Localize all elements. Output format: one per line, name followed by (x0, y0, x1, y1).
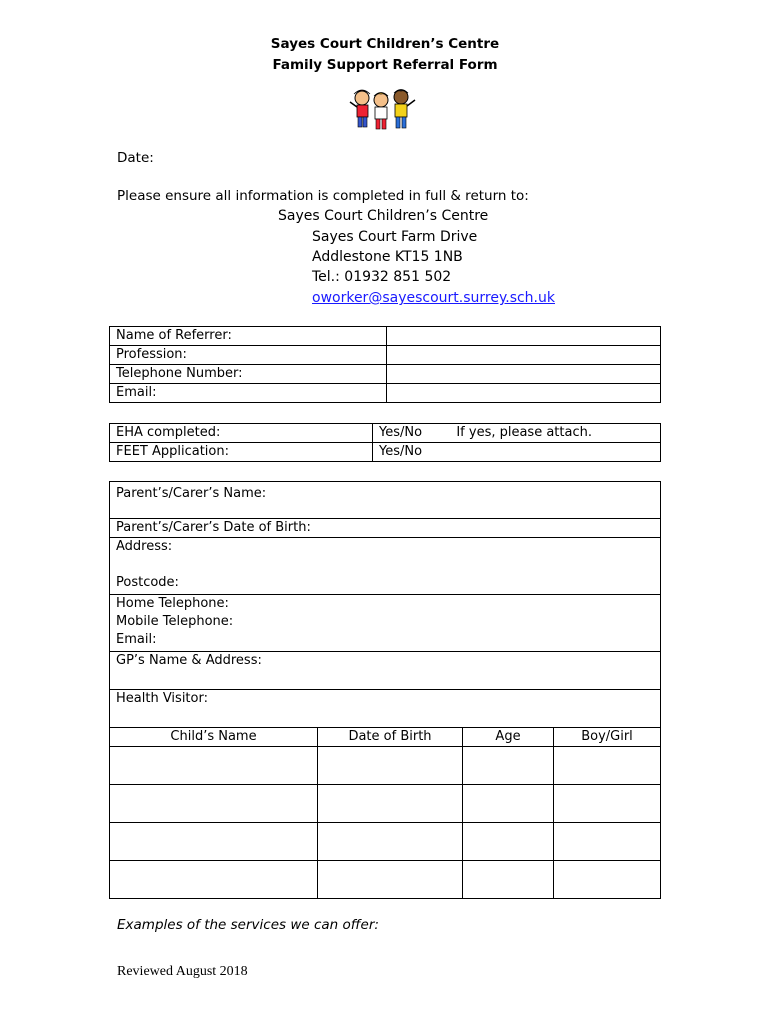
child-gender-header: Boy/Girl (554, 728, 661, 747)
referrer-email-field[interactable] (387, 384, 661, 403)
address-line1: Sayes Court Children’s Centre (278, 208, 489, 224)
child-dob-cell[interactable] (318, 747, 463, 785)
feet-value[interactable]: Yes/No (373, 443, 661, 462)
parent-name-label[interactable]: Parent’s/Carer’s Name: (110, 482, 661, 519)
family-email-label: Email: (116, 632, 157, 647)
eha-note: If yes, please attach. (456, 425, 592, 440)
child-gender-cell[interactable] (554, 823, 661, 861)
date-label: Date: (117, 150, 154, 166)
address-cell[interactable] (110, 538, 661, 595)
child-name-header: Child’s Name (110, 728, 318, 747)
gp-label[interactable]: GP’s Name & Address: (110, 652, 661, 690)
family-table (109, 481, 661, 899)
health-visitor-label[interactable]: Health Visitor: (110, 690, 661, 728)
child-age-cell[interactable] (463, 861, 554, 899)
children-logo (348, 86, 418, 134)
referrer-name-label: Name of Referrer: (110, 327, 387, 346)
referrer-profession-field[interactable] (387, 346, 661, 365)
referrer-name-field[interactable] (387, 327, 661, 346)
eha-value: Yes/No (379, 425, 423, 440)
parent-dob-label[interactable]: Parent’s/Carer’s Date of Birth: (110, 519, 661, 538)
address-phone: Tel.: 01932 851 502 (312, 269, 452, 285)
child-gender-cell[interactable] (554, 747, 661, 785)
contact-cell[interactable] (110, 595, 661, 652)
home-telephone-label: Home Telephone: (116, 596, 229, 611)
address-label: Address: (116, 539, 173, 554)
child-dob-header: Date of Birth (318, 728, 463, 747)
child-name-cell[interactable] (110, 861, 318, 899)
child-dob-cell[interactable] (318, 861, 463, 899)
child-gender-cell[interactable] (554, 861, 661, 899)
child-dob-cell[interactable] (318, 823, 463, 861)
referrer-email-label: Email: (110, 384, 387, 403)
postcode-label: Postcode: (116, 575, 179, 590)
footer-reviewed: Reviewed August 2018 (117, 964, 248, 979)
eha-value-cell[interactable] (373, 424, 661, 443)
referrer-telephone-label: Telephone Number: (110, 365, 387, 384)
child-name-cell[interactable] (110, 785, 318, 823)
referrer-profession-label: Profession: (110, 346, 387, 365)
child-dob-cell[interactable] (318, 785, 463, 823)
eha-label: EHA completed: (110, 424, 373, 443)
eha-table (109, 423, 661, 462)
feet-label: FEET Application: (110, 443, 373, 462)
instructions: Please ensure all information is completed in full & return to: (117, 188, 529, 204)
mobile-telephone-label: Mobile Telephone: (116, 614, 234, 629)
form-title-line1: Sayes Court Children’s Centre (270, 36, 500, 52)
child-name-cell[interactable] (110, 747, 318, 785)
referrer-table (109, 326, 661, 403)
child-age-cell[interactable] (463, 747, 554, 785)
child-age-header: Age (463, 728, 554, 747)
child-age-cell[interactable] (463, 785, 554, 823)
services-label: Examples of the services we can offer: (117, 917, 379, 933)
child-name-cell[interactable] (110, 823, 318, 861)
form-title-line2: Family Support Referral Form (272, 57, 498, 73)
referrer-telephone-field[interactable] (387, 365, 661, 384)
address-line3: Addlestone KT15 1NB (312, 249, 463, 265)
child-age-cell[interactable] (463, 823, 554, 861)
address-email-link[interactable]: oworker@sayescourt.surrey.sch.uk (312, 290, 555, 306)
address-line2: Sayes Court Farm Drive (312, 229, 478, 245)
child-gender-cell[interactable] (554, 785, 661, 823)
